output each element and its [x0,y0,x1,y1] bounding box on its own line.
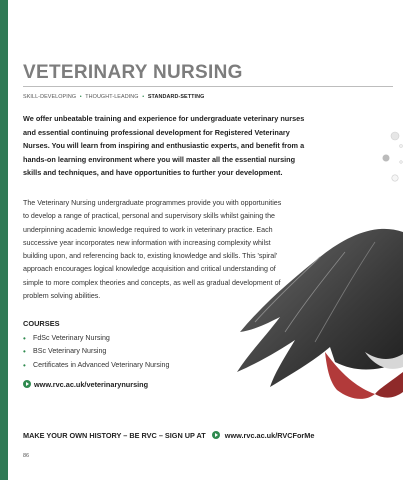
bullet-icon: • [23,360,26,370]
droplets-decoration [375,130,403,200]
intro-paragraph: We offer unbeatable training and experience for undergraduate veterinary nurses and essential continuing professional development for Registered Veterinary Nurses. You will learn from inspiring and enthusiastic experts, and benefit from a hands-on learning environment where you will master all the essential nursing skills and techniques, and have opportunities to further your development. [23,114,305,178]
programme-link[interactable] [23,380,148,389]
courses-heading: COURSES [23,319,60,328]
tagline-part-2: THOUGHT-LEADING [85,94,139,100]
tagline-separator-1: • [79,94,82,100]
course-item: • FdSc Veterinary Nursing [23,332,169,345]
course-item: • Certificates in Advanced Veterinary Nursing [23,359,169,372]
bullet-icon: • [23,347,26,357]
arrow-circle-icon [212,431,220,439]
title-divider [23,86,393,87]
body-paragraph: The Veterinary Nursing undergraduate programmes provide you with opportunities to develop a range of practical, personal and supervisory skills whilst gaining the underpinning academic knowledge required to work in veterinary practice. Each successive year incorporates new information with increasing complexity whilst building upon, and referencing back to, existing knowledge and skills. This 'spiral' approach encourages logical knowledge acquisition and critical understanding of simple to more complex theories and concepts, as well as gradual development of problem solving abilities. [23,199,282,301]
page-edge-strip [0,0,8,480]
bullet-icon: • [23,334,26,343]
course-item: • BSc Veterinary Nursing [23,345,169,358]
footer-signup [23,431,314,440]
page-number: 86 [23,453,30,459]
programme-link-text[interactable]: www.rvc.ac.uk/veterinarynursing [34,380,149,389]
tagline-part-3: STANDARD-SETTING [147,94,205,100]
courses-list [23,332,169,372]
tagline-separator-2: • [142,94,145,100]
bird-wing-image [225,222,403,417]
page-title: VETERINARY NURSING [23,62,243,83]
footer-text: MAKE YOUR OWN HISTORY – BE RVC – SIGN UP AT [23,431,206,440]
tagline [23,94,204,100]
tagline-part-1: SKILL-DEVELOPING [23,94,77,100]
arrow-circle-icon [23,380,31,388]
footer-url[interactable]: www.rvc.ac.uk/RVCForMe [224,431,315,440]
